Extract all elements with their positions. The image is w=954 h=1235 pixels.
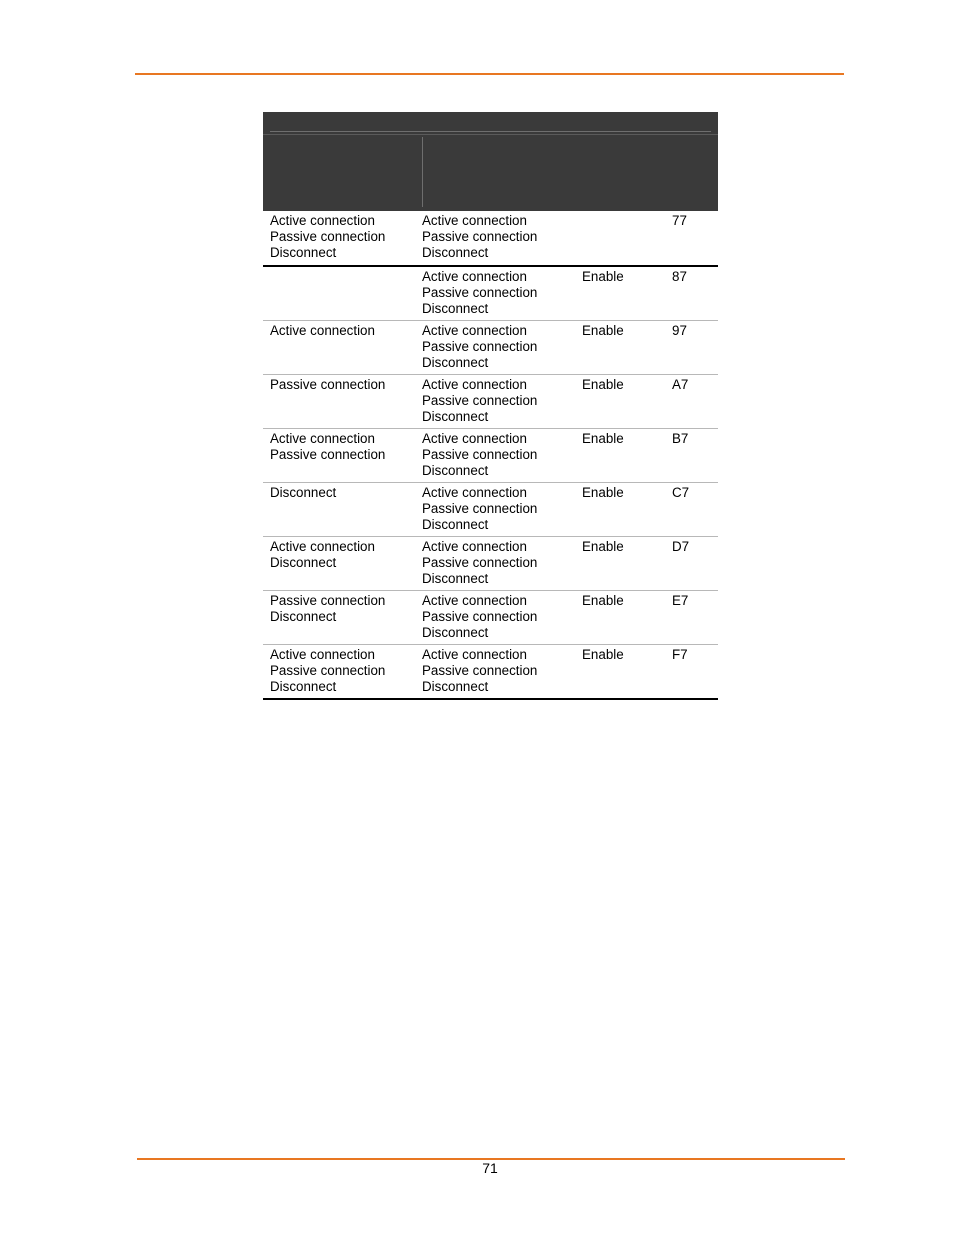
cell-col1: Active connection bbox=[270, 323, 375, 338]
cell-col2: Active connection Passive connection Disconnect bbox=[422, 647, 538, 695]
table-row bbox=[263, 267, 718, 321]
cell-col1: Active connection Passive connection bbox=[270, 431, 386, 463]
cell-col3: Enable bbox=[582, 431, 624, 446]
cell-col2: Active connection Passive connection Disconnect bbox=[422, 431, 538, 479]
cell-col1: Active connection Passive connection Disconnect bbox=[270, 213, 386, 261]
cell-col4: F7 bbox=[672, 647, 688, 662]
cell-col4: A7 bbox=[672, 377, 689, 392]
cell-col3: Enable bbox=[582, 485, 624, 500]
connection-table bbox=[263, 112, 718, 700]
table-row bbox=[263, 375, 718, 429]
table-header bbox=[263, 112, 718, 211]
table-row bbox=[263, 591, 718, 645]
table-row bbox=[263, 537, 718, 591]
cell-col2: Active connection Passive connection Disconnect bbox=[422, 323, 538, 371]
table-row bbox=[263, 211, 718, 267]
cell-col4: 97 bbox=[672, 323, 687, 338]
cell-col1: Passive connection bbox=[270, 377, 386, 392]
cell-col1: Active connection Disconnect bbox=[270, 539, 375, 571]
page-number: 71 bbox=[482, 1160, 498, 1176]
cell-col4: B7 bbox=[672, 431, 689, 446]
cell-col3: Enable bbox=[582, 539, 624, 554]
table-row bbox=[263, 645, 718, 700]
cell-col2: Active connection Passive connection Disconnect bbox=[422, 377, 538, 425]
cell-col4: 87 bbox=[672, 269, 687, 284]
cell-col3: Enable bbox=[582, 269, 624, 284]
table-row bbox=[263, 483, 718, 537]
header-column-divider bbox=[422, 137, 423, 207]
header-rule bbox=[135, 73, 844, 75]
cell-col2: Active connection Passive connection Disconnect bbox=[422, 269, 538, 317]
cell-col1: Disconnect bbox=[270, 485, 337, 500]
cell-col4: D7 bbox=[672, 539, 690, 554]
cell-col2: Active connection Passive connection Disconnect bbox=[422, 539, 538, 587]
cell-col4: 77 bbox=[672, 213, 687, 228]
cell-col3: Enable bbox=[582, 377, 624, 392]
header-divider-lower bbox=[263, 134, 718, 135]
cell-col3: Enable bbox=[582, 593, 624, 608]
cell-col2: Active connection Passive connection Disconnect bbox=[422, 485, 538, 533]
table-row bbox=[263, 429, 718, 483]
cell-col2: Active connection Passive connection Disconnect bbox=[422, 593, 538, 641]
cell-col1: Active connection Passive connection Disconnect bbox=[270, 647, 386, 695]
cell-col4: C7 bbox=[672, 485, 690, 500]
cell-col1: Passive connection Disconnect bbox=[270, 593, 386, 625]
cell-col2: Active connection Passive connection Disconnect bbox=[422, 213, 538, 261]
table-row bbox=[263, 321, 718, 375]
cell-col4: E7 bbox=[672, 593, 689, 608]
cell-col3: Enable bbox=[582, 647, 624, 662]
cell-col3: Enable bbox=[582, 323, 624, 338]
header-divider bbox=[270, 131, 711, 132]
